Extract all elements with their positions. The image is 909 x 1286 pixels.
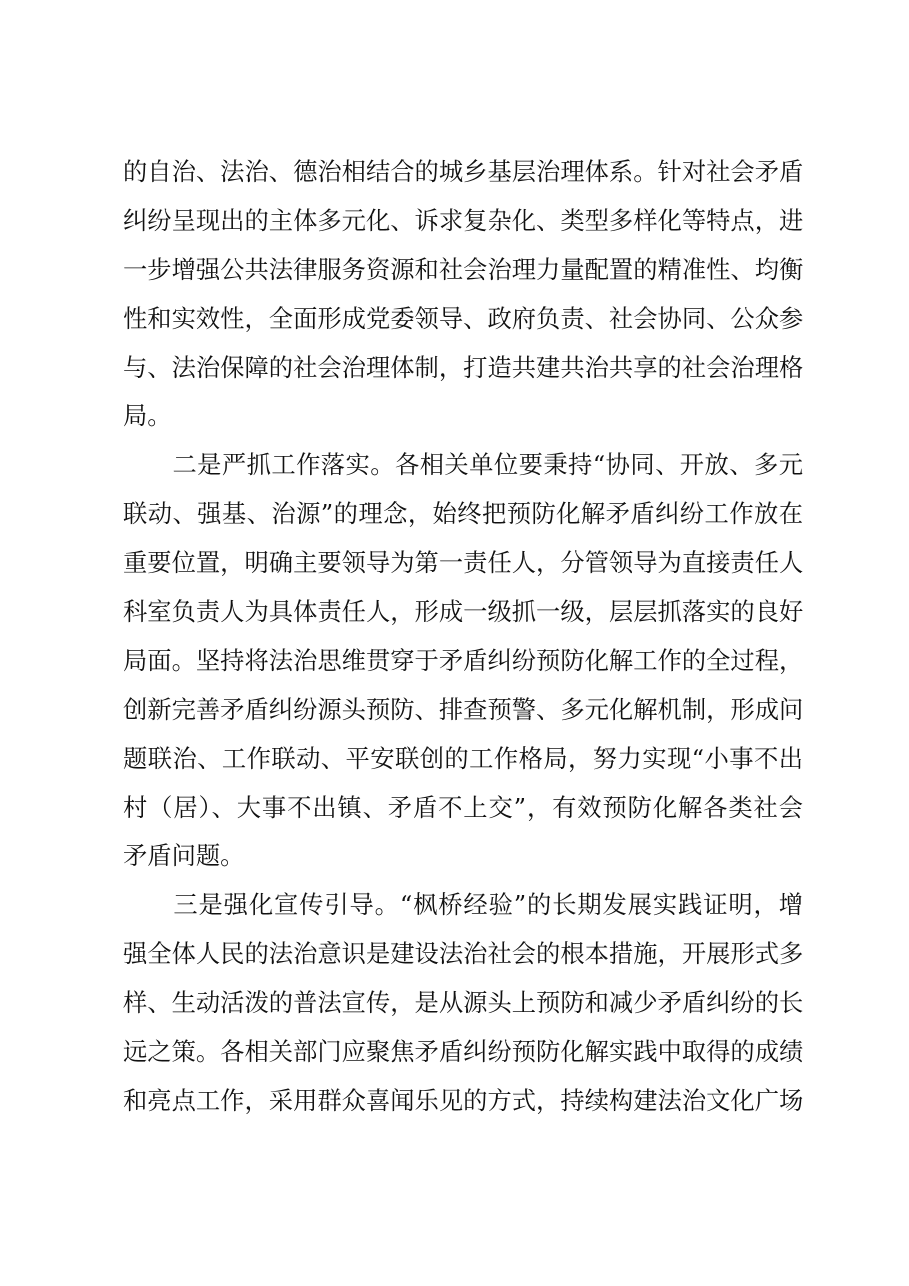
paragraph xyxy=(123,148,803,441)
text-line: 性和实效性，全面形成党委领导、政府负责、社会协同、公众参 xyxy=(123,303,804,333)
paragraph xyxy=(123,881,803,1125)
text-line: 远之策。各相关部门应聚焦矛盾纠纷预防化解实践中取得的成绩 xyxy=(123,1037,804,1067)
paragraph xyxy=(123,441,803,881)
text-line: 与、法治保障的社会治理体制，打造共建共治共享的社会治理格 xyxy=(123,352,804,382)
text-line: 纠纷呈现出的主体多元化、诉求复杂化、类型多样化等特点，进 xyxy=(123,205,804,235)
text-line: 矛盾问题。 xyxy=(123,841,245,871)
text-line: 创新完善矛盾纠纷源头预防、排查预警、多元化解机制，形成问 xyxy=(123,694,804,724)
text-line: 题联治、工作联动、平安联创的工作格局，努力实现“小事不出 xyxy=(123,743,803,773)
text-line: 局面。坚持将法治思维贯穿于矛盾纠纷预防化解工作的全过程， xyxy=(123,645,804,675)
text-line: 和亮点工作，采用群众喜闻乐见的方式，持续构建法治文化广场 xyxy=(123,1085,804,1115)
text-line: 样、生动活泼的普法宣传，是从源头上预防和减少矛盾纠纷的长 xyxy=(123,988,804,1018)
text-line: 的自治、法治、德治相结合的城乡基层治理体系。针对社会矛盾 xyxy=(123,157,804,186)
text-line: 重要位置，明确主要领导为第一责任人，分管领导为直接责任人 xyxy=(123,548,804,578)
text-line: 科室负责人为具体责任人，形成一级抓一级，层层抓落实的良好 xyxy=(123,597,804,627)
text-line: 局。 xyxy=(123,401,172,431)
document-body xyxy=(123,148,803,1126)
text-line: 村（居）、大事不出镇、矛盾不上交”，有效预防化解各类社会 xyxy=(123,792,803,822)
text-line: 强全体人民的法治意识是建设法治社会的根本措施，开展形式多 xyxy=(123,939,804,969)
text-line: 一步增强公共法律服务资源和社会治理力量配置的精准性、均衡 xyxy=(123,254,804,284)
text-line: 联动、强基、治源”的理念，始终把预防化解矛盾纠纷工作放在 xyxy=(123,499,803,529)
text-line: 二是严抓工作落实。各相关单位要秉持“协同、开放、多元 xyxy=(123,450,803,480)
text-line: 三是强化宣传引导。“枫桥经验”的长期发展实践证明，增 xyxy=(123,890,803,920)
